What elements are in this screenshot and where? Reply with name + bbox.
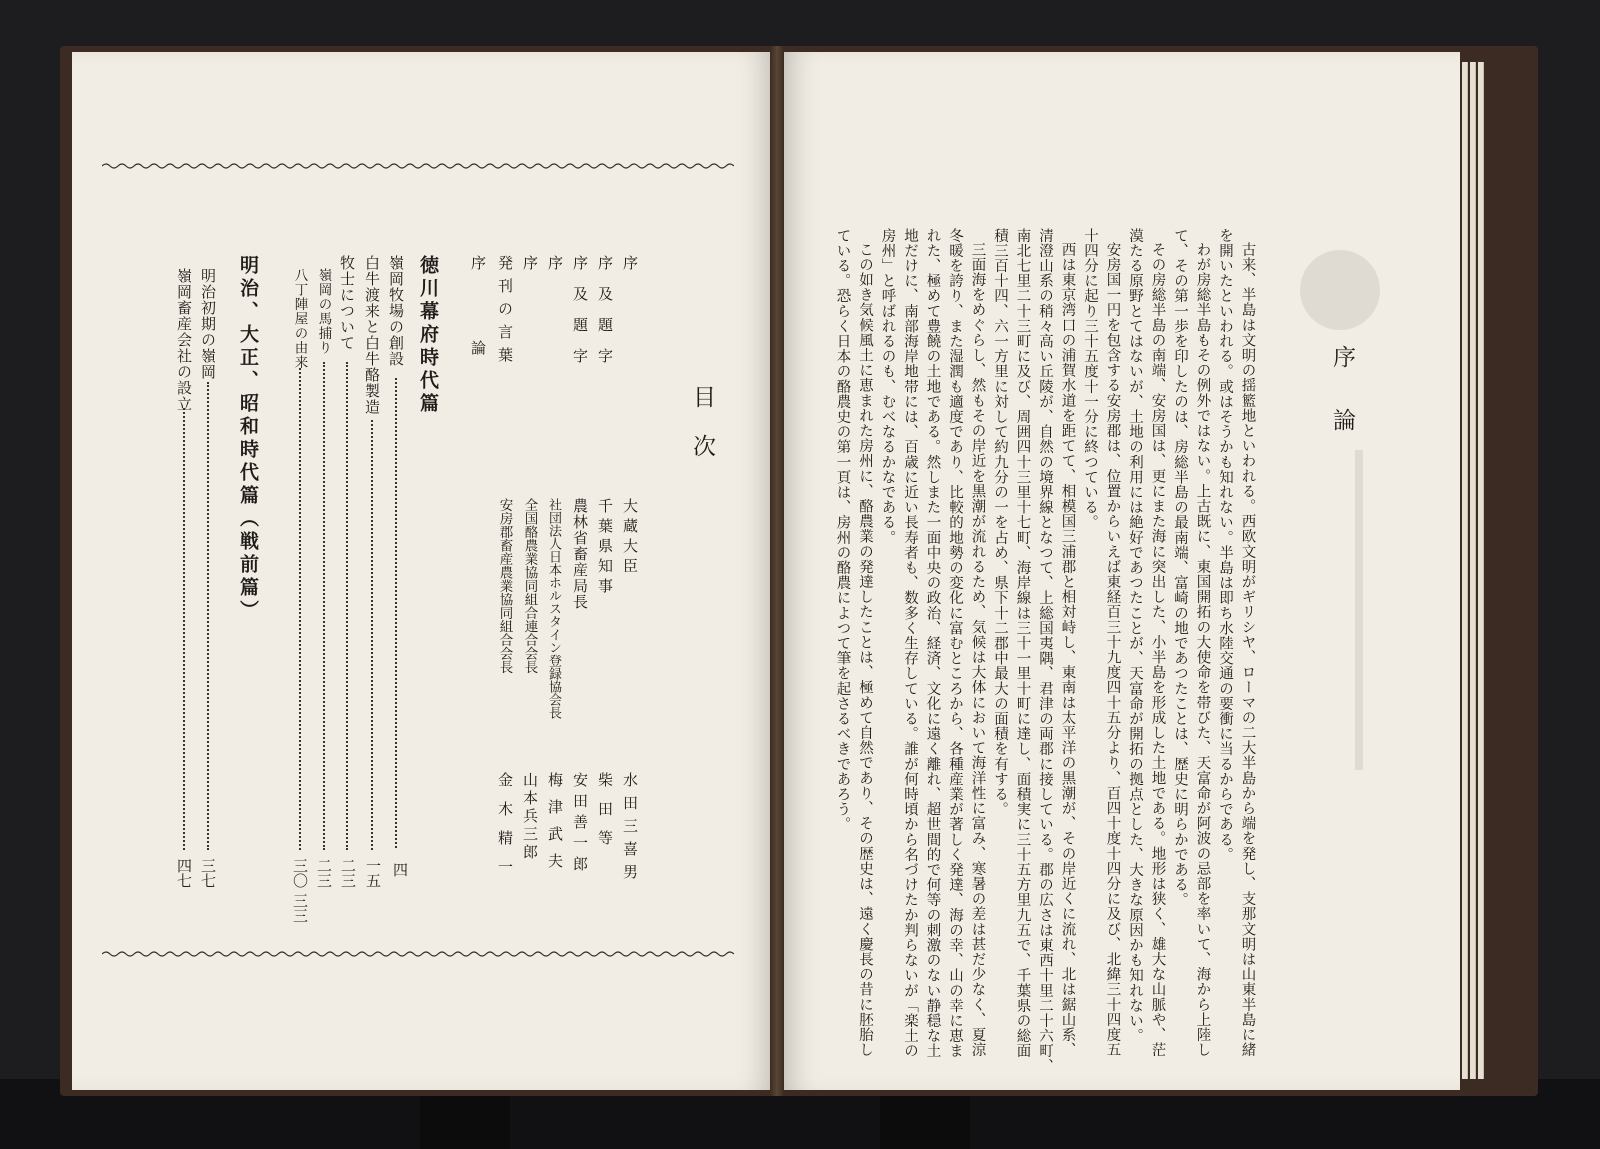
intro-text-column: 清澄山系の稍々高い丘陵が、自然の境界線となつて、上総国夷隅、君津の両郡に接している。郡の広さは東西十里二十六町、 [1037, 228, 1053, 1074]
toc-item-page: 二三 [339, 858, 357, 888]
toc-entry-name: 柴田等 [596, 772, 614, 859]
toc-leader-dots [297, 368, 301, 850]
toc-leader-dots [369, 420, 373, 850]
intro-text-column: 冬暖を誇り、また湿潤も適度であり、比較的地勢の変化に富むところから、各種産業が著しく発達、海の幸、山の幸に恵ま [947, 228, 963, 1059]
toc-item-page: 一五 [364, 858, 382, 888]
intro-text-column: 房州」と呼ばれるのも、むべなるかなである。 [879, 228, 896, 546]
toc-entry-name: 金木精一 [496, 772, 514, 888]
intro-text-column: わが房総半島もその例外ではない。上古既に、東国開拓の大使命を帯びた、天富命が阿波の忌部を率いて、海から上陸し [1194, 242, 1211, 1058]
toc-entry-role: 千葉県知事 [596, 498, 614, 598]
page-edge [1470, 62, 1476, 1079]
top-ornament-rule [102, 162, 734, 170]
intro-text-column: 三面海をめぐらし、然もその岸近を黒潮が流れるため、気候は大体において海洋性に富み、寒暑の差は甚だ少なく、夏涼 [969, 242, 986, 1058]
page-edge [1462, 62, 1468, 1079]
intro-text-column: 安房国一円を包含する安房郡は、位置からいえば東経百三十九度四十五分より、百四十度十四分に及び、北緯三十四度五 [1104, 242, 1121, 1058]
intro-text-column: を開いたといわれる。或はそうかも知れない。半島は即ち水陸交通の要衝に当るからである。 [1217, 228, 1233, 863]
toc-era-heading: 徳川幕府時代篇 [417, 255, 439, 416]
book-gutter [770, 46, 784, 1096]
toc-item-label: 明治初期の嶺岡 [199, 268, 217, 380]
intro-text-column: 地だけに、南部海岸地帯には、百歳に近い長寿者も、数多く生存している。誰が何時頃から名づけたか判らないが「楽土の [902, 228, 918, 1059]
toc-item-page: 三三 [291, 893, 309, 923]
intro-text-column: 積三百十四、六一方里に対して約九分の一を占め、県下十二郡中最大の面積を有する。 [992, 228, 1008, 817]
toc-entry-role: 安房郡畜産農業協同組合会長 [496, 498, 513, 674]
toc-entry-label: 序及題字 [596, 255, 614, 379]
toc-era-heading: 明治、大正、昭和時代篇（戦前篇） [237, 255, 259, 623]
toc-item-label: 牧士について [338, 255, 356, 351]
toc-leader-dots [181, 408, 185, 850]
toc-item-page: 三〇 [291, 858, 309, 888]
toc-entry-role: 農林省畜産局長 [571, 498, 589, 610]
intro-text-column: て、その第一歩を印したのは、房総半島の最南端、富崎の地であつたことは、歴史に明らかである。 [1172, 228, 1188, 908]
intro-text-column: その房総半島の南端、安房国は、更にまた海に突出した、小半島を形成した土地である。地形は狭く、雄大な山脈や、茫 [1149, 242, 1166, 1058]
intro-text-column: れた、極めて豊饒の土地である。然しまた一面中央の政治、経済、文化に遠く離れ、超世間的で何等の刺激のない静穏な土 [924, 228, 941, 1059]
toc-item-label: 嶺岡牧場の創設 [387, 255, 405, 367]
toc-entry-label: 序論 [469, 255, 487, 425]
toc-entry-name: 梅津武夫 [546, 772, 564, 880]
section-title: 序論 [1329, 345, 1355, 471]
toc-item-label: 嶺岡の馬捕り [315, 268, 332, 355]
intro-text-column: 十四分に起り三十五度十一分に終つている。 [1082, 228, 1098, 530]
toc-item-page: 二三 [315, 858, 333, 888]
intro-text-column: 南北七里二十三町に及び、周囲四十三里十七町、海岸線は三十一里十町に達し、面積実に三十五方里九五で、千葉県の総面 [1014, 228, 1031, 1059]
toc-item-page: 三七 [199, 858, 217, 888]
toc-title: 目次 [689, 385, 715, 483]
toc-entry-label: 発刊の言葉 [496, 255, 514, 370]
toc-entry-name: 安田善一郎 [571, 772, 589, 877]
toc-page [72, 52, 776, 1090]
toc-entry-label: 序 [546, 255, 564, 271]
toc-entry-label: 序 [521, 255, 539, 271]
toc-entry-role: 全国酪農業協同組合連合会長 [521, 498, 538, 674]
toc-entry-role: 大蔵大臣 [621, 498, 639, 578]
intro-text-column: ている。恐らく日本の酪農史の第一頁は、房州の酪農によつて筆を起さるべきであろう。 [834, 228, 851, 832]
toc-leader-dots [321, 362, 325, 850]
toc-entry-name: 山本兵三郎 [521, 772, 539, 862]
intro-text-column: 古来、半島は文明の揺籃地といわれる。西欧文明がギリシヤ、ローマの二大半島から端を発し、支那文明は山東半島に緒 [1239, 242, 1256, 1058]
toc-item-label: 八丁陣屋の由来 [291, 268, 308, 370]
toc-item-page: 四七 [175, 858, 193, 888]
toc-entry-role: 社団法人日本ホルスタイン登録協会長 [546, 498, 561, 719]
toc-leader-dots [344, 362, 348, 850]
toc-item-label: 嶺岡畜産会社の設立 [175, 268, 193, 412]
show-through-mark [1355, 450, 1363, 770]
toc-entry-page: 四 [391, 862, 409, 877]
show-through-mark [1300, 250, 1380, 330]
intro-text-column: 西は東京湾口の浦賀水道を距てて、相模国三浦郡と相対峙し、東南は太平洋の黒潮が、その岸近くに流れ、北は鋸山系、 [1059, 242, 1076, 1058]
intro-text-column: この如き気候風土に恵まれた房州に、酪農業の発達したことは、極めて自然であり、その歴史は、遠く慶長の昔に胚胎し [857, 242, 873, 1058]
intro-text-column: 漠たる原野とてはないが、土地の利用には絶好であつたことが、天富命が開拓の拠点とした、大きな原因かも知れない。 [1127, 228, 1143, 1044]
toc-leader-dots [393, 378, 397, 848]
toc-leader-dots [205, 382, 209, 850]
page-edge [1478, 62, 1484, 1079]
toc-item-label: 白牛渡来と白牛酪製造 [363, 255, 381, 415]
toc-entry-label: 序 [621, 255, 639, 286]
toc-entry-label: 序及題字 [571, 255, 589, 379]
toc-entry-name: 水田三喜男 [621, 772, 639, 887]
bottom-ornament-rule [102, 950, 734, 958]
